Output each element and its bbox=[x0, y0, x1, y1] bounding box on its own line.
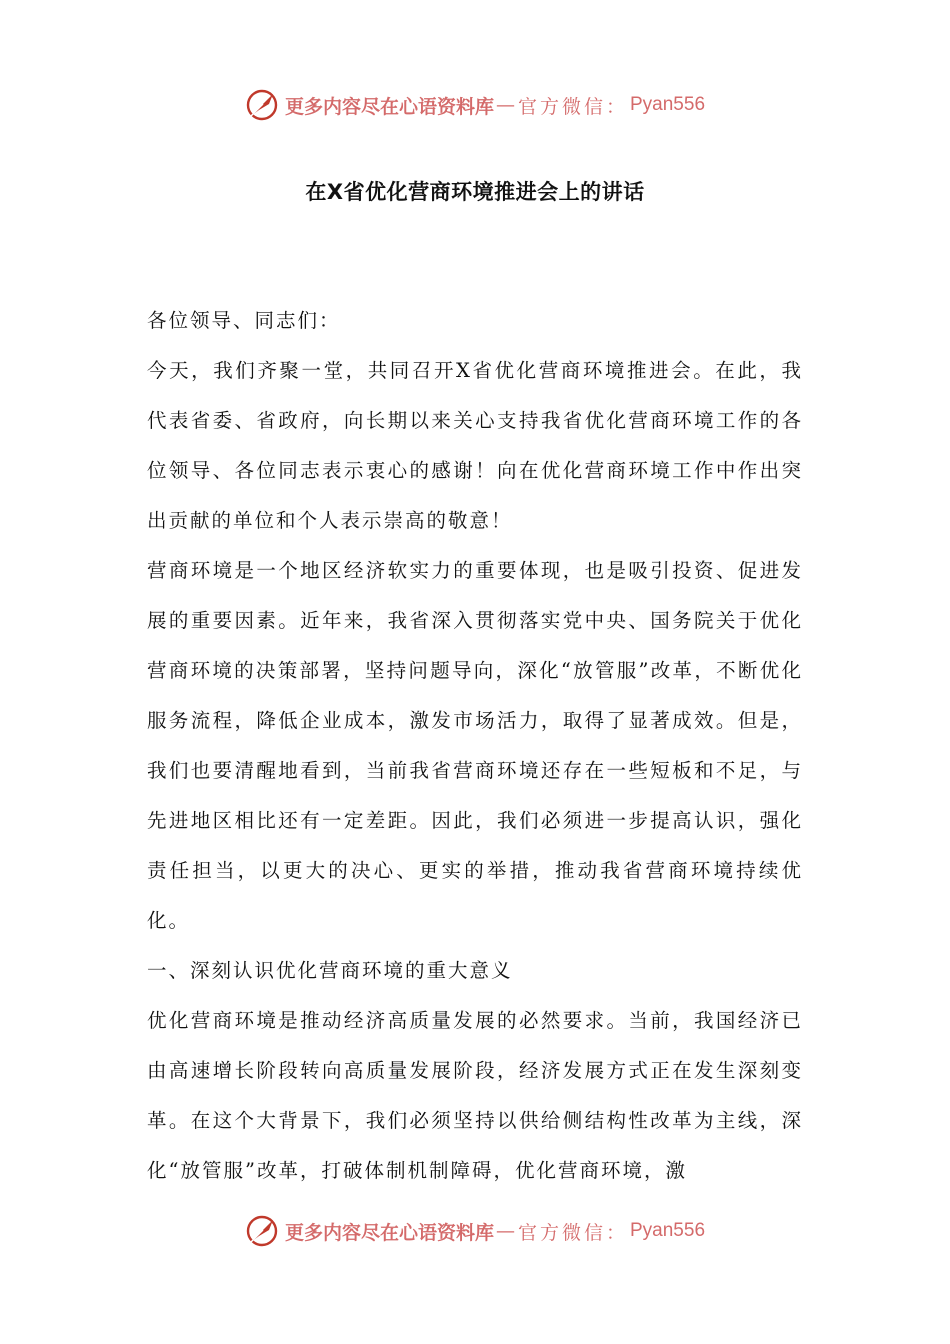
paragraph: 优化营商环境是推动经济高质量发展的必然要求。当前，我国经济已由高速增长阶段转向高质量发展阶段，经济发展方式正在发生深刻变革。在这个大背景下，我们必须坚持以供给侧结构性改革为主线，深化“放管服”改革，打破体制机制障碍，优化营商环境，激 bbox=[147, 1009, 803, 1182]
document-body bbox=[147, 296, 803, 1196]
quill-circle-icon bbox=[245, 88, 279, 122]
watermark-header bbox=[0, 82, 950, 128]
watermark-brand: 更多内容尽在心语资料库 bbox=[284, 1221, 494, 1244]
watermark-label: 官方微信： bbox=[517, 1221, 628, 1244]
salutation: 各位领导、同志们： bbox=[147, 309, 341, 332]
watermark-label: 官方微信： bbox=[517, 95, 628, 118]
paragraph: 营商环境是一个地区经济软实力的重要体现，也是吸引投资、促进发展的重要因素。近年来，我省深入贯彻落实党中央、国务院关于优化营商环境的决策部署，坚持问题导向，深化“放管服”改革，不断优化服务流程，降低企业成本，激发市场活力，取得了显著成效。但是，我们也要清醒地看到，当前我省营商环境还存在一些短板和不足，与先进地区相比还有一定差距。因此，我们必须进一步提高认识，强化责任担当，以更大的决心、更实的举措，推动我省营商环境持续优化。 bbox=[147, 559, 803, 932]
watermark-wechat-id: Pyan556 bbox=[630, 94, 706, 115]
paragraph: 今天，我们齐聚一堂，共同召开X省优化营商环境推进会。在此，我代表省委、省政府，向长期以来关心支持我省优化营商环境工作的各位领导、各位同志表示衷心的感谢！向在优化营商环境工作中作出突出贡献的单位和个人表示崇高的敬意！ bbox=[147, 359, 803, 532]
watermark-separator: — bbox=[495, 1220, 516, 1242]
watermark-brand: 更多内容尽在心语资料库 bbox=[284, 95, 494, 118]
document-title: 在X省优化营商环境推进会上的讲话 bbox=[305, 180, 645, 204]
watermark-footer bbox=[0, 1208, 950, 1254]
quill-circle-icon bbox=[245, 1214, 279, 1248]
section-heading: 一、深刻认识优化营商环境的重大意义 bbox=[147, 959, 513, 982]
watermark-wechat-id: Pyan556 bbox=[630, 1220, 706, 1241]
watermark-separator: — bbox=[495, 94, 516, 116]
